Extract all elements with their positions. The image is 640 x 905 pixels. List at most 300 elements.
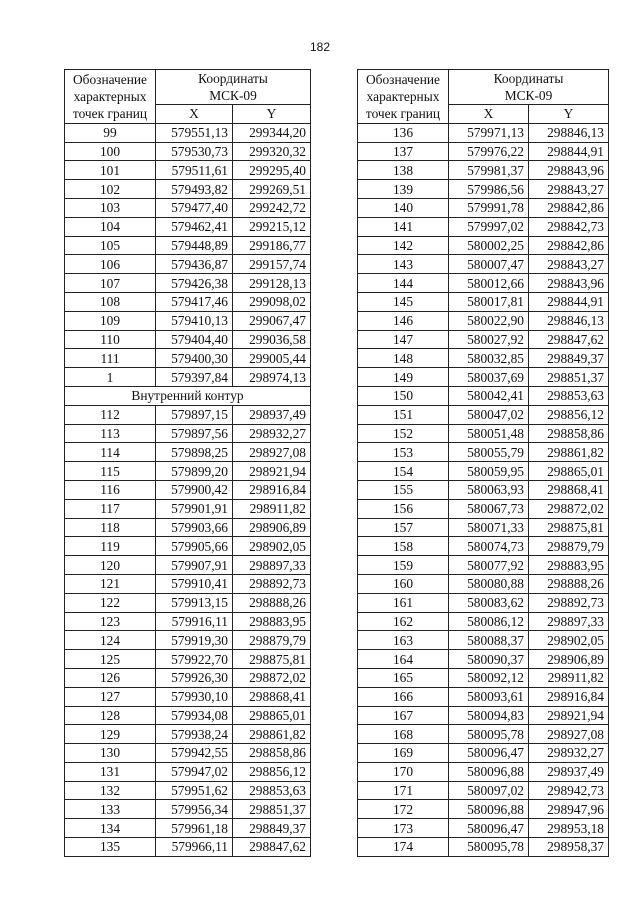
cell-point-id: 162 bbox=[358, 612, 449, 631]
table-body-right bbox=[358, 123, 609, 856]
table-row bbox=[358, 668, 609, 687]
table-row bbox=[358, 838, 609, 857]
cell-point-id: 147 bbox=[358, 330, 449, 349]
cell-y: 298868,41 bbox=[529, 480, 609, 499]
cell-point-id: 150 bbox=[358, 386, 449, 405]
cell-x: 580096,88 bbox=[449, 762, 529, 781]
cell-point-id: 172 bbox=[358, 800, 449, 819]
cell-y: 298927,08 bbox=[529, 725, 609, 744]
cell-point-id: 114 bbox=[65, 443, 156, 462]
cell-point-id: 130 bbox=[65, 744, 156, 763]
cell-point-id: 135 bbox=[65, 838, 156, 857]
table-row bbox=[358, 349, 609, 368]
cell-x: 580022,90 bbox=[449, 311, 529, 330]
cell-point-id: 159 bbox=[358, 556, 449, 575]
cell-point-id: 110 bbox=[65, 330, 156, 349]
cell-x: 580095,78 bbox=[449, 838, 529, 857]
cell-y: 298958,37 bbox=[529, 838, 609, 857]
cell-point-id: 116 bbox=[65, 480, 156, 499]
table-row bbox=[358, 556, 609, 575]
cell-x: 579934,08 bbox=[156, 706, 233, 725]
cell-y: 298879,79 bbox=[529, 537, 609, 556]
cell-point-id: 170 bbox=[358, 762, 449, 781]
cell-x: 580071,33 bbox=[449, 518, 529, 537]
cell-y: 298892,73 bbox=[529, 593, 609, 612]
table-row bbox=[65, 255, 311, 274]
table-row bbox=[358, 650, 609, 669]
cell-x: 579899,20 bbox=[156, 462, 233, 481]
table-row bbox=[65, 180, 311, 199]
header-x: X bbox=[449, 105, 529, 124]
cell-x: 579404,40 bbox=[156, 330, 233, 349]
table-row bbox=[65, 274, 311, 293]
cell-point-id: 151 bbox=[358, 405, 449, 424]
cell-x: 579910,41 bbox=[156, 574, 233, 593]
table-row bbox=[358, 123, 609, 142]
table-row bbox=[358, 800, 609, 819]
cell-x: 579493,82 bbox=[156, 180, 233, 199]
cell-x: 579971,13 bbox=[449, 123, 529, 142]
cell-y: 298861,82 bbox=[233, 725, 311, 744]
table-row bbox=[65, 556, 311, 575]
cell-x: 579997,02 bbox=[449, 217, 529, 236]
table-row bbox=[65, 612, 311, 631]
cell-x: 580059,95 bbox=[449, 462, 529, 481]
cell-x: 579436,87 bbox=[156, 255, 233, 274]
cell-y: 298916,84 bbox=[529, 687, 609, 706]
table-row bbox=[358, 274, 609, 293]
table-row bbox=[65, 762, 311, 781]
cell-x: 579901,91 bbox=[156, 499, 233, 518]
cell-y: 299128,13 bbox=[233, 274, 311, 293]
table-row bbox=[358, 180, 609, 199]
cell-point-id: 123 bbox=[65, 612, 156, 631]
coordinates-table-left bbox=[64, 69, 311, 857]
table-row bbox=[358, 424, 609, 443]
table-row bbox=[358, 311, 609, 330]
table-row bbox=[358, 631, 609, 650]
cell-y: 298942,73 bbox=[529, 781, 609, 800]
cell-point-id: 101 bbox=[65, 161, 156, 180]
cell-x: 579898,25 bbox=[156, 443, 233, 462]
cell-x: 580037,69 bbox=[449, 368, 529, 387]
cell-point-id: 157 bbox=[358, 518, 449, 537]
table-row bbox=[65, 574, 311, 593]
table-row bbox=[65, 443, 311, 462]
table-row bbox=[65, 499, 311, 518]
cell-point-id: 163 bbox=[358, 631, 449, 650]
cell-x: 580047,02 bbox=[449, 405, 529, 424]
cell-y: 298879,79 bbox=[233, 631, 311, 650]
cell-x: 579916,11 bbox=[156, 612, 233, 631]
header-designation-line-1: Обозначение bbox=[366, 71, 440, 87]
cell-x: 579511,61 bbox=[156, 161, 233, 180]
cell-y: 298844,91 bbox=[529, 292, 609, 311]
cell-x: 579938,24 bbox=[156, 725, 233, 744]
cell-y: 298849,37 bbox=[233, 819, 311, 838]
page-number: 182 bbox=[309, 40, 331, 54]
table-row bbox=[358, 330, 609, 349]
cell-point-id: 126 bbox=[65, 668, 156, 687]
cell-point-id: 174 bbox=[358, 838, 449, 857]
cell-y: 298858,86 bbox=[529, 424, 609, 443]
cell-x: 580032,85 bbox=[449, 349, 529, 368]
table-row bbox=[358, 781, 609, 800]
cell-y: 299186,77 bbox=[233, 236, 311, 255]
cell-y: 298974,13 bbox=[233, 368, 311, 387]
cell-x: 580027,92 bbox=[449, 330, 529, 349]
cell-point-id: 140 bbox=[358, 198, 449, 217]
cell-y: 298856,12 bbox=[529, 405, 609, 424]
table-row bbox=[65, 518, 311, 537]
cell-y: 298953,18 bbox=[529, 819, 609, 838]
cell-y: 298902,05 bbox=[529, 631, 609, 650]
cell-x: 579981,37 bbox=[449, 161, 529, 180]
table-row bbox=[65, 424, 311, 443]
cell-point-id: 125 bbox=[65, 650, 156, 669]
cell-point-id: 156 bbox=[358, 499, 449, 518]
table-row bbox=[65, 838, 311, 857]
cell-y: 299005,44 bbox=[233, 349, 311, 368]
cell-point-id: 153 bbox=[358, 443, 449, 462]
cell-point-id: 112 bbox=[65, 405, 156, 424]
table-row bbox=[65, 725, 311, 744]
cell-x: 579966,11 bbox=[156, 838, 233, 857]
table-row bbox=[65, 236, 311, 255]
header-designation bbox=[65, 70, 156, 124]
cell-point-id: 132 bbox=[65, 781, 156, 800]
table-row bbox=[65, 781, 311, 800]
table-row bbox=[358, 725, 609, 744]
header-coordinates-line-1: Координаты bbox=[198, 71, 268, 86]
cell-point-id: 115 bbox=[65, 462, 156, 481]
cell-x: 580042,41 bbox=[449, 386, 529, 405]
cell-y: 298843,27 bbox=[529, 180, 609, 199]
cell-y: 299320,32 bbox=[233, 142, 311, 161]
cell-x: 580086,12 bbox=[449, 612, 529, 631]
cell-point-id: 167 bbox=[358, 706, 449, 725]
header-x: X bbox=[156, 105, 233, 124]
cell-x: 580094,83 bbox=[449, 706, 529, 725]
cell-y: 298932,27 bbox=[529, 744, 609, 763]
table-row bbox=[358, 819, 609, 838]
cell-point-id: 161 bbox=[358, 593, 449, 612]
table-row bbox=[65, 123, 311, 142]
cell-x: 579448,89 bbox=[156, 236, 233, 255]
table-row bbox=[358, 574, 609, 593]
cell-point-id: 137 bbox=[358, 142, 449, 161]
cell-point-id: 104 bbox=[65, 217, 156, 236]
table-row bbox=[65, 462, 311, 481]
cell-y: 299344,20 bbox=[233, 123, 311, 142]
cell-point-id: 127 bbox=[65, 687, 156, 706]
cell-point-id: 143 bbox=[358, 255, 449, 274]
cell-x: 579462,41 bbox=[156, 217, 233, 236]
cell-x: 579942,55 bbox=[156, 744, 233, 763]
cell-y: 298902,05 bbox=[233, 537, 311, 556]
cell-y: 298897,33 bbox=[233, 556, 311, 575]
header-designation-line-3: точек границ bbox=[365, 105, 441, 121]
cell-x: 580093,61 bbox=[449, 687, 529, 706]
cell-x: 579986,56 bbox=[449, 180, 529, 199]
table-row bbox=[358, 593, 609, 612]
cell-x: 580051,48 bbox=[449, 424, 529, 443]
cell-x: 580092,12 bbox=[449, 668, 529, 687]
cell-point-id: 146 bbox=[358, 311, 449, 330]
header-designation-line-1: Обозначение bbox=[73, 71, 147, 87]
cell-point-id: 129 bbox=[65, 725, 156, 744]
cell-point-id: 1 bbox=[65, 368, 156, 387]
table-row bbox=[358, 687, 609, 706]
cell-point-id: 105 bbox=[65, 236, 156, 255]
cell-point-id: 164 bbox=[358, 650, 449, 669]
table-row bbox=[65, 687, 311, 706]
cell-point-id: 144 bbox=[358, 274, 449, 293]
header-designation-line-2: характерных bbox=[366, 88, 440, 104]
cell-y: 298868,41 bbox=[233, 687, 311, 706]
table-row bbox=[358, 518, 609, 537]
table-row bbox=[65, 744, 311, 763]
cell-y: 299295,40 bbox=[233, 161, 311, 180]
cell-x: 580090,37 bbox=[449, 650, 529, 669]
cell-y: 298906,89 bbox=[529, 650, 609, 669]
table-row bbox=[65, 668, 311, 687]
cell-point-id: 128 bbox=[65, 706, 156, 725]
table-row bbox=[358, 405, 609, 424]
table-row bbox=[358, 236, 609, 255]
cell-y: 298921,94 bbox=[529, 706, 609, 725]
cell-x: 580063,93 bbox=[449, 480, 529, 499]
cell-y: 298853,63 bbox=[233, 781, 311, 800]
cell-y: 298843,96 bbox=[529, 274, 609, 293]
cell-x: 579551,13 bbox=[156, 123, 233, 142]
table-row bbox=[358, 706, 609, 725]
cell-y: 298921,94 bbox=[233, 462, 311, 481]
cell-x: 580096,47 bbox=[449, 819, 529, 838]
cell-point-id: 141 bbox=[358, 217, 449, 236]
table-row bbox=[65, 631, 311, 650]
section-row bbox=[65, 386, 311, 405]
cell-x: 579922,70 bbox=[156, 650, 233, 669]
cell-y: 298851,37 bbox=[529, 368, 609, 387]
cell-x: 579907,91 bbox=[156, 556, 233, 575]
table-row bbox=[65, 800, 311, 819]
cell-point-id: 121 bbox=[65, 574, 156, 593]
cell-y: 298842,73 bbox=[529, 217, 609, 236]
cell-point-id: 138 bbox=[358, 161, 449, 180]
cell-y: 298906,89 bbox=[233, 518, 311, 537]
cell-y: 298865,01 bbox=[529, 462, 609, 481]
cell-y: 299098,02 bbox=[233, 292, 311, 311]
cell-x: 579905,66 bbox=[156, 537, 233, 556]
cell-x: 579961,18 bbox=[156, 819, 233, 838]
cell-point-id: 139 bbox=[358, 180, 449, 199]
table-row bbox=[358, 744, 609, 763]
cell-point-id: 168 bbox=[358, 725, 449, 744]
cell-y: 298872,02 bbox=[233, 668, 311, 687]
cell-y: 298872,02 bbox=[529, 499, 609, 518]
table-row bbox=[65, 650, 311, 669]
cell-point-id: 145 bbox=[358, 292, 449, 311]
table-row bbox=[65, 217, 311, 236]
cell-x: 580096,88 bbox=[449, 800, 529, 819]
cell-point-id: 122 bbox=[65, 593, 156, 612]
cell-point-id: 100 bbox=[65, 142, 156, 161]
cell-x: 580097,02 bbox=[449, 781, 529, 800]
cell-x: 580067,73 bbox=[449, 499, 529, 518]
cell-point-id: 173 bbox=[358, 819, 449, 838]
cell-y: 299215,12 bbox=[233, 217, 311, 236]
cell-point-id: 160 bbox=[358, 574, 449, 593]
table-row bbox=[358, 292, 609, 311]
cell-x: 579903,66 bbox=[156, 518, 233, 537]
cell-point-id: 109 bbox=[65, 311, 156, 330]
table-row bbox=[358, 217, 609, 236]
cell-x: 579897,56 bbox=[156, 424, 233, 443]
cell-x: 579400,30 bbox=[156, 349, 233, 368]
cell-y: 298937,49 bbox=[529, 762, 609, 781]
cell-x: 579397,84 bbox=[156, 368, 233, 387]
section-label: Внутренний контур bbox=[65, 386, 311, 405]
coordinates-table-right bbox=[357, 69, 609, 857]
cell-y: 298843,96 bbox=[529, 161, 609, 180]
table-row bbox=[358, 443, 609, 462]
header-coordinates bbox=[449, 70, 609, 105]
cell-y: 299242,72 bbox=[233, 198, 311, 217]
table-row bbox=[65, 405, 311, 424]
table-row bbox=[65, 537, 311, 556]
cell-y: 299269,51 bbox=[233, 180, 311, 199]
cell-y: 298846,13 bbox=[529, 123, 609, 142]
cell-y: 298858,86 bbox=[233, 744, 311, 763]
table-row bbox=[358, 198, 609, 217]
table-row bbox=[358, 762, 609, 781]
table-row bbox=[65, 349, 311, 368]
cell-x: 580007,47 bbox=[449, 255, 529, 274]
cell-x: 579991,78 bbox=[449, 198, 529, 217]
cell-x: 579477,40 bbox=[156, 198, 233, 217]
cell-y: 298916,84 bbox=[233, 480, 311, 499]
cell-x: 579417,46 bbox=[156, 292, 233, 311]
cell-point-id: 142 bbox=[358, 236, 449, 255]
cell-y: 298865,01 bbox=[233, 706, 311, 725]
cell-point-id: 120 bbox=[65, 556, 156, 575]
cell-point-id: 99 bbox=[65, 123, 156, 142]
cell-y: 298861,82 bbox=[529, 443, 609, 462]
cell-point-id: 119 bbox=[65, 537, 156, 556]
header-designation-line-3: точек границ bbox=[72, 105, 148, 121]
cell-y: 298888,26 bbox=[233, 593, 311, 612]
cell-x: 580012,66 bbox=[449, 274, 529, 293]
table-row bbox=[358, 255, 609, 274]
cell-point-id: 131 bbox=[65, 762, 156, 781]
cell-x: 579930,10 bbox=[156, 687, 233, 706]
table-row bbox=[358, 462, 609, 481]
cell-y: 298847,62 bbox=[233, 838, 311, 857]
cell-point-id: 108 bbox=[65, 292, 156, 311]
cell-x: 580077,92 bbox=[449, 556, 529, 575]
cell-point-id: 155 bbox=[358, 480, 449, 499]
cell-y: 298932,27 bbox=[233, 424, 311, 443]
cell-point-id: 134 bbox=[65, 819, 156, 838]
cell-y: 298897,33 bbox=[529, 612, 609, 631]
table-row bbox=[65, 368, 311, 387]
cell-point-id: 113 bbox=[65, 424, 156, 443]
header-designation bbox=[358, 70, 449, 124]
cell-point-id: 169 bbox=[358, 744, 449, 763]
table-row bbox=[65, 480, 311, 499]
cell-y: 298883,95 bbox=[529, 556, 609, 575]
cell-y: 298875,81 bbox=[529, 518, 609, 537]
table-row bbox=[65, 142, 311, 161]
cell-point-id: 149 bbox=[358, 368, 449, 387]
header-coordinates-line-1: Координаты bbox=[493, 71, 564, 86]
cell-y: 298883,95 bbox=[233, 612, 311, 631]
cell-y: 298846,13 bbox=[529, 311, 609, 330]
cell-y: 299036,58 bbox=[233, 330, 311, 349]
cell-point-id: 154 bbox=[358, 462, 449, 481]
table-row bbox=[358, 142, 609, 161]
cell-point-id: 111 bbox=[65, 349, 156, 368]
table-body-left bbox=[65, 123, 311, 856]
cell-y: 298844,91 bbox=[529, 142, 609, 161]
cell-x: 579900,42 bbox=[156, 480, 233, 499]
table-row bbox=[65, 593, 311, 612]
cell-point-id: 117 bbox=[65, 499, 156, 518]
cell-x: 579919,30 bbox=[156, 631, 233, 650]
header-y: Y bbox=[529, 105, 609, 124]
table-row bbox=[65, 198, 311, 217]
cell-y: 298842,86 bbox=[529, 198, 609, 217]
table-row bbox=[65, 161, 311, 180]
cell-x: 580002,25 bbox=[449, 236, 529, 255]
cell-y: 298851,37 bbox=[233, 800, 311, 819]
cell-x: 579947,02 bbox=[156, 762, 233, 781]
cell-x: 579530,73 bbox=[156, 142, 233, 161]
table-row bbox=[358, 368, 609, 387]
table-row bbox=[358, 386, 609, 405]
cell-y: 298911,82 bbox=[529, 668, 609, 687]
table-row bbox=[65, 311, 311, 330]
cell-y: 298947,96 bbox=[529, 800, 609, 819]
cell-point-id: 103 bbox=[65, 198, 156, 217]
cell-x: 579951,62 bbox=[156, 781, 233, 800]
cell-y: 298853,63 bbox=[529, 386, 609, 405]
table-row bbox=[65, 330, 311, 349]
cell-point-id: 166 bbox=[358, 687, 449, 706]
header-coordinates bbox=[156, 70, 311, 105]
table-row bbox=[358, 537, 609, 556]
cell-point-id: 107 bbox=[65, 274, 156, 293]
cell-x: 579956,34 bbox=[156, 800, 233, 819]
cell-point-id: 118 bbox=[65, 518, 156, 537]
table-row bbox=[65, 292, 311, 311]
cell-x: 580080,88 bbox=[449, 574, 529, 593]
cell-y: 298842,86 bbox=[529, 236, 609, 255]
table-row bbox=[358, 480, 609, 499]
cell-x: 579976,22 bbox=[449, 142, 529, 161]
cell-x: 579926,30 bbox=[156, 668, 233, 687]
cell-point-id: 165 bbox=[358, 668, 449, 687]
cell-y: 298856,12 bbox=[233, 762, 311, 781]
cell-x: 579410,13 bbox=[156, 311, 233, 330]
header-coordinates-line-2: МСК-09 bbox=[209, 88, 257, 103]
cell-y: 298849,37 bbox=[529, 349, 609, 368]
cell-y: 298911,82 bbox=[233, 499, 311, 518]
cell-y: 298892,73 bbox=[233, 574, 311, 593]
cell-y: 298888,26 bbox=[529, 574, 609, 593]
header-coordinates-line-2: МСК-09 bbox=[504, 88, 553, 103]
